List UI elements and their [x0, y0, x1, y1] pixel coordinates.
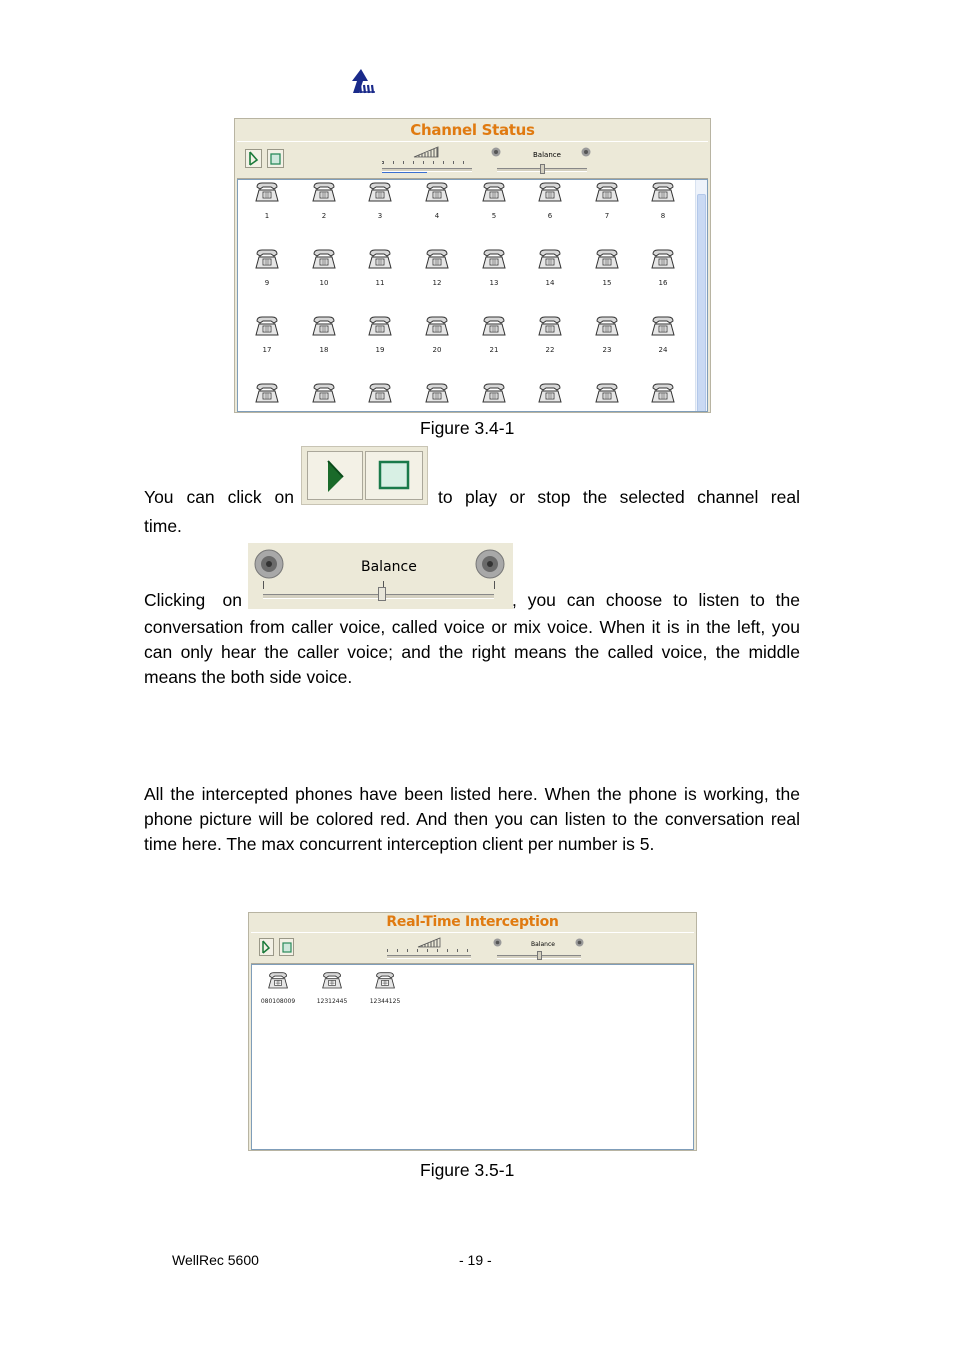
realtime-interception-title: Real-Time Interception [386, 914, 559, 930]
figure-caption-2: Figure 3.5-1 [420, 1160, 515, 1180]
channel-number: 24 [658, 346, 668, 354]
balance-widget-image [248, 543, 513, 609]
channel-number: 1 [264, 212, 270, 220]
channel-phone-icon[interactable] [367, 315, 393, 337]
volume-ticks [382, 161, 473, 164]
play-button[interactable] [245, 149, 262, 168]
volume-slider[interactable] [387, 955, 471, 959]
channel-number: 8 [660, 212, 666, 220]
channel-number: 22 [545, 346, 555, 354]
intercepted-phones-list [251, 964, 694, 1150]
footer-product: WellRec 5600 [172, 1252, 259, 1268]
balance-tick-right [494, 581, 495, 589]
balance-tick-left [263, 581, 264, 589]
footer-page-number: - 19 - [459, 1252, 492, 1268]
intercepted-phone-number: 12312445 [316, 998, 348, 1005]
channel-phone-icon[interactable] [650, 382, 676, 404]
channel-number: 3 [377, 212, 383, 220]
channel-phone-icon[interactable] [311, 181, 337, 203]
channel-status-title: Channel Status [410, 121, 535, 139]
stop-button-large [365, 451, 423, 500]
paragraph-1-start: You can click on [144, 487, 294, 507]
channel-number: 16 [658, 279, 668, 287]
channel-number: 9 [264, 279, 270, 287]
paragraph-1-end: to play or stop the selected channel real [438, 487, 800, 507]
balance-label: Balance [533, 151, 561, 159]
channel-number: 17 [262, 346, 272, 354]
balance-widget-label: Balance [361, 559, 417, 575]
channel-number: 2 [321, 212, 327, 220]
channel-phone-icon[interactable] [254, 382, 280, 404]
channel-number: 14 [545, 279, 555, 287]
channel-number: 6 [547, 212, 553, 220]
channel-phone-icon[interactable] [254, 181, 280, 203]
channel-grid [237, 179, 708, 412]
paragraph-3: All the intercepted phones have been listed here. When the phone is working, the phone picture will be colored red. And then you can listen to the conversation real time here. The max concurrent interception client per number is 5. [144, 784, 800, 854]
channel-number: 18 [319, 346, 329, 354]
channel-phone-icon[interactable] [537, 248, 563, 270]
channel-number: 10 [319, 279, 329, 287]
stop-icon [280, 939, 293, 955]
left-speaker-icon [253, 547, 285, 586]
play-button-large [307, 451, 363, 500]
play-icon [260, 939, 273, 955]
channel-phone-icon[interactable] [424, 315, 450, 337]
stop-icon [268, 150, 283, 167]
channel-number: 7 [604, 212, 610, 220]
intercepted-phone-number: 080108009 [260, 998, 296, 1005]
channel-phone-icon[interactable] [537, 181, 563, 203]
balance-widget-thumb [378, 587, 386, 601]
channel-phone-icon[interactable] [424, 181, 450, 203]
channel-number: 21 [489, 346, 499, 354]
channel-phone-icon[interactable] [481, 248, 507, 270]
stop-button[interactable] [267, 149, 284, 168]
play-icon [246, 150, 261, 167]
balance-slider-thumb[interactable] [540, 164, 545, 174]
channel-phone-icon[interactable] [481, 181, 507, 203]
volume-slider[interactable] [382, 168, 472, 172]
paragraph-2-body: conversation from caller voice, called voice or mix voice. When it is in the left, you can only hear the caller voice; and the right means the called voice, the middle means the both side voice. [144, 617, 800, 687]
channel-number: 20 [432, 346, 442, 354]
intercepted-phone-icon[interactable] [267, 971, 293, 993]
channel-phone-icon[interactable] [650, 248, 676, 270]
channel-phone-icon[interactable] [254, 315, 280, 337]
channel-status-panel [234, 118, 711, 413]
channel-number: 15 [602, 279, 612, 287]
scrollbar-thumb[interactable] [697, 194, 706, 412]
channel-phone-icon[interactable] [254, 248, 280, 270]
realtime-toolbar [251, 932, 694, 964]
channel-phone-icon[interactable] [311, 248, 337, 270]
channel-phone-icon[interactable] [537, 382, 563, 404]
channel-phone-icon[interactable] [424, 382, 450, 404]
stop-icon [366, 452, 422, 499]
channel-phone-icon[interactable] [481, 315, 507, 337]
channel-phone-icon[interactable] [594, 382, 620, 404]
play-icon [308, 452, 362, 499]
channel-status-toolbar [237, 141, 708, 179]
realtime-interception-panel [248, 912, 697, 1151]
channel-phone-icon[interactable] [311, 315, 337, 337]
channel-number: 5 [491, 212, 497, 220]
channel-number: 4 [434, 212, 440, 220]
channel-phone-icon[interactable] [367, 382, 393, 404]
left-speaker-icon [491, 145, 501, 163]
channel-grid-scrollbar[interactable] [695, 180, 707, 411]
balance-slider-thumb[interactable] [537, 951, 542, 960]
channel-number: 12 [432, 279, 442, 287]
channel-phone-icon[interactable] [481, 382, 507, 404]
paragraph-1-tail: time. [144, 516, 182, 536]
channel-phone-icon[interactable] [311, 382, 337, 404]
intercepted-phone-icon[interactable] [321, 971, 347, 993]
right-speaker-icon [474, 547, 506, 586]
stop-button[interactable] [279, 938, 294, 956]
play-button[interactable] [259, 938, 274, 956]
paragraph-2-end: , you can choose to listen to the [512, 590, 800, 610]
channel-number: 11 [375, 279, 385, 287]
channel-number: 13 [489, 279, 499, 287]
channel-number: 23 [602, 346, 612, 354]
channel-phone-icon[interactable] [594, 315, 620, 337]
channel-phone-icon[interactable] [367, 248, 393, 270]
play-stop-buttons-image [301, 446, 428, 505]
channel-phone-icon[interactable] [424, 248, 450, 270]
right-speaker-icon [581, 145, 591, 163]
channel-phone-icon[interactable] [367, 181, 393, 203]
intercepted-phone-icon[interactable] [374, 971, 400, 993]
channel-phone-icon[interactable] [650, 315, 676, 337]
balance-label: Balance [531, 941, 555, 948]
channel-phone-icon[interactable] [650, 181, 676, 203]
figure-caption-1: Figure 3.4-1 [420, 418, 515, 438]
channel-number: 19 [375, 346, 385, 354]
company-logo [348, 68, 378, 94]
intercepted-phone-number: 12344125 [369, 998, 401, 1005]
volume-ticks [387, 949, 471, 952]
left-speaker-icon [493, 935, 502, 953]
channel-phone-icon[interactable] [594, 248, 620, 270]
right-speaker-icon [575, 935, 584, 953]
paragraph-2-start: Clicking on [144, 590, 242, 610]
channel-phone-icon[interactable] [594, 181, 620, 203]
channel-phone-icon[interactable] [537, 315, 563, 337]
